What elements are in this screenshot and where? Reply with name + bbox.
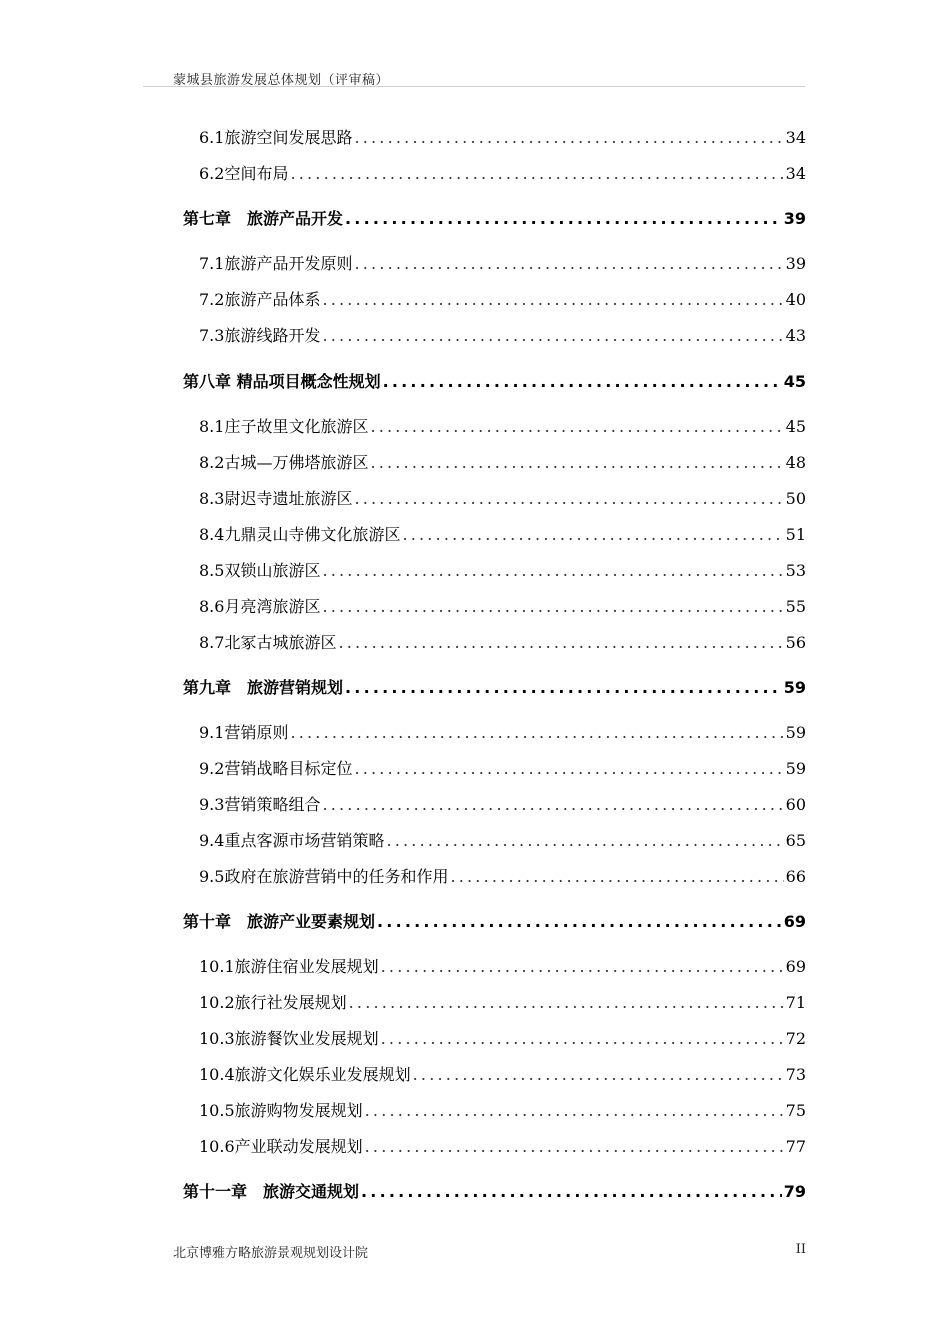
toc-entry[interactable] xyxy=(199,758,806,780)
toc-dot-leader xyxy=(377,911,782,933)
toc-entry-page: 40 xyxy=(785,290,806,309)
toc-chapter-title: 第八章 精品项目概念性规划 xyxy=(183,372,381,391)
toc-entry-title: 10.6产业联动发展规划 xyxy=(199,1137,363,1156)
toc-entry-page: 53 xyxy=(785,561,806,580)
toc-dot-leader xyxy=(354,488,783,510)
toc-entry-page: 69 xyxy=(785,957,806,976)
toc-entry-title: 8.6月亮湾旅游区 xyxy=(199,597,321,616)
toc-dot-leader xyxy=(322,325,783,347)
toc-dot-leader xyxy=(381,956,784,978)
toc-entry-page: 48 xyxy=(785,453,806,472)
toc-entry[interactable] xyxy=(199,524,806,546)
toc-entry-title: 9.2营销战略目标定位 xyxy=(199,759,353,778)
toc-chapter-page: 59 xyxy=(783,678,806,697)
toc-chapter-entry[interactable] xyxy=(183,911,806,933)
toc-entry-page: 60 xyxy=(785,795,806,814)
toc-entry[interactable] xyxy=(199,325,806,347)
toc-entry[interactable] xyxy=(199,866,806,888)
toc-dot-leader xyxy=(322,794,783,816)
toc-dot-leader xyxy=(386,830,783,852)
toc-entry-title: 7.2旅游产品体系 xyxy=(199,290,321,309)
toc-entry[interactable] xyxy=(199,289,806,311)
toc-entry[interactable] xyxy=(199,596,806,618)
toc-dot-leader xyxy=(345,677,782,699)
toc-entry-title: 8.3尉迟寺遗址旅游区 xyxy=(199,489,353,508)
toc-entry-title: 8.5双锁山旅游区 xyxy=(199,561,321,580)
toc-entry[interactable] xyxy=(199,992,806,1014)
toc-entry-page: 43 xyxy=(785,326,806,345)
toc-entry-title: 6.1旅游空间发展思路 xyxy=(199,128,353,147)
toc-chapter-title: 第十一章 旅游交通规划 xyxy=(183,1182,360,1201)
toc-chapter-title: 第七章 旅游产品开发 xyxy=(183,209,344,228)
toc-entry-page: 34 xyxy=(785,128,806,147)
toc-entry-page: 45 xyxy=(785,417,806,436)
toc-chapter-page: 69 xyxy=(783,912,806,931)
toc-entry[interactable] xyxy=(199,722,806,744)
toc-entry[interactable] xyxy=(199,830,806,852)
toc-entry-page: 55 xyxy=(785,597,806,616)
toc-entry-title: 8.2古城—万佛塔旅游区 xyxy=(199,453,369,472)
toc-entry[interactable] xyxy=(199,956,806,978)
toc-dot-leader xyxy=(370,452,783,474)
toc-entry-title: 8.4九鼎灵山寺佛文化旅游区 xyxy=(199,525,401,544)
toc-entry-page: 39 xyxy=(785,254,806,273)
toc-chapter-title: 第十章 旅游产业要素规划 xyxy=(183,912,376,931)
toc-entry-page: 59 xyxy=(785,723,806,742)
toc-entry-title: 9.3营销策略组合 xyxy=(199,795,321,814)
toc-entry[interactable] xyxy=(199,1100,806,1122)
toc-entry-title: 6.2空间布局 xyxy=(199,164,289,183)
toc-dot-leader xyxy=(322,560,783,582)
toc-entry-page: 34 xyxy=(785,164,806,183)
toc-entry-page: 51 xyxy=(785,525,806,544)
toc-dot-leader xyxy=(381,1028,784,1050)
toc-entry-title: 9.1营销原则 xyxy=(199,723,289,742)
toc-entry-title: 9.5政府在旅游营销中的任务和作用 xyxy=(199,867,449,886)
toc-dot-leader xyxy=(290,163,783,185)
toc-entry-page: 59 xyxy=(785,759,806,778)
toc-dot-leader xyxy=(354,758,783,780)
toc-entry[interactable] xyxy=(199,416,806,438)
toc-entry[interactable] xyxy=(199,488,806,510)
toc-entry-page: 56 xyxy=(785,633,806,652)
toc-chapter-page: 45 xyxy=(783,372,806,391)
toc-entry-title: 7.3旅游线路开发 xyxy=(199,326,321,345)
toc-dot-leader xyxy=(450,866,783,888)
toc-entry-page: 66 xyxy=(785,867,806,886)
toc-dot-leader xyxy=(383,371,782,393)
toc-dot-leader xyxy=(361,1181,782,1203)
toc-entry-title: 10.3旅游餐饮业发展规划 xyxy=(199,1029,379,1048)
toc-entry[interactable] xyxy=(199,163,806,185)
toc-dot-leader xyxy=(322,596,783,618)
toc-entry-page: 75 xyxy=(785,1101,806,1120)
toc-entry[interactable] xyxy=(199,632,806,654)
toc-dot-leader xyxy=(322,289,783,311)
document-title: 蒙城县旅游发展总体规划（评审稿） xyxy=(173,73,390,88)
toc-chapter-page: 39 xyxy=(783,209,806,228)
toc-entry-page: 50 xyxy=(785,489,806,508)
toc-entry[interactable] xyxy=(199,1028,806,1050)
toc-entry-title: 8.7北冢古城旅游区 xyxy=(199,633,337,652)
toc-chapter-entry[interactable] xyxy=(183,208,806,230)
toc-chapter-entry[interactable] xyxy=(183,1181,806,1203)
toc-entry[interactable] xyxy=(199,794,806,816)
toc-entry[interactable] xyxy=(199,560,806,582)
toc-entry[interactable] xyxy=(199,127,806,149)
toc-entry[interactable] xyxy=(199,1064,806,1086)
toc-entry-title: 10.4旅游文化娱乐业发展规划 xyxy=(199,1065,411,1084)
toc-entry[interactable] xyxy=(199,253,806,275)
toc-chapter-entry[interactable] xyxy=(183,677,806,699)
toc-entry[interactable] xyxy=(199,452,806,474)
toc-entry-title: 7.1旅游产品开发原则 xyxy=(199,254,353,273)
toc-entry-title: 10.2旅行社发展规划 xyxy=(199,993,347,1012)
toc-dot-leader xyxy=(365,1100,784,1122)
toc-chapter-page: 79 xyxy=(783,1182,806,1201)
toc-entry-title: 8.1庄子故里文化旅游区 xyxy=(199,417,369,436)
footer-page-number: II xyxy=(795,1242,806,1257)
toc-chapter-entry[interactable] xyxy=(183,371,806,393)
toc-entry-title: 10.5旅游购物发展规划 xyxy=(199,1101,363,1120)
toc-dot-leader xyxy=(349,992,784,1014)
toc-dot-leader xyxy=(290,722,783,744)
toc-entry-page: 73 xyxy=(785,1065,806,1084)
toc-dot-leader xyxy=(370,416,783,438)
toc-dot-leader xyxy=(345,208,782,230)
toc-entry-title: 9.4重点客源市场营销策略 xyxy=(199,831,385,850)
toc-dot-leader xyxy=(354,127,783,149)
footer-organization: 北京博雅方略旅游景观规划设计院 xyxy=(173,1246,369,1261)
toc-entry-page: 65 xyxy=(785,831,806,850)
toc-entry-page: 71 xyxy=(785,993,806,1012)
toc-entry[interactable] xyxy=(199,1136,806,1158)
toc-chapter-title: 第九章 旅游营销规划 xyxy=(183,678,344,697)
toc-entry-page: 77 xyxy=(785,1137,806,1156)
toc-dot-leader xyxy=(338,632,783,654)
toc-dot-leader xyxy=(365,1136,784,1158)
toc-entry-page: 72 xyxy=(785,1029,806,1048)
toc-entry-title: 10.1旅游住宿业发展规划 xyxy=(199,957,379,976)
toc-dot-leader xyxy=(413,1064,784,1086)
toc-dot-leader xyxy=(402,524,783,546)
toc-dot-leader xyxy=(354,253,783,275)
